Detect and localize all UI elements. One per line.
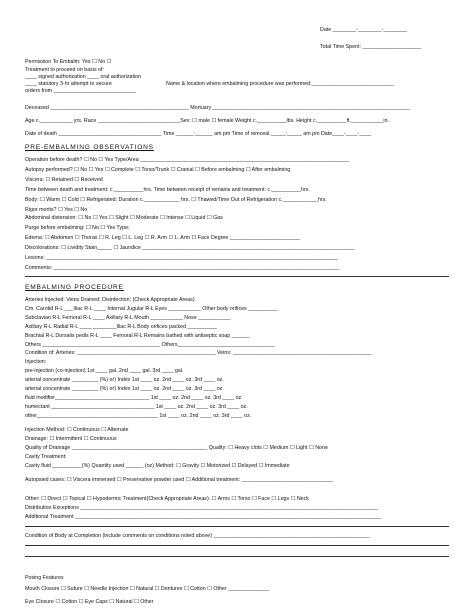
pre-line[interactable]: Abdominal distension: ☐ No ☐ Yes ☐ Slight ☐ Moderate ☐ Intense ☐ Liquid ☐ Gas [25, 215, 223, 221]
pre-line[interactable]: Time between death and treatment: c.__________hrs. Time between receipt of remains and treatment: c.__________hrs. [25, 187, 310, 193]
emb-line[interactable]: humectant ___________________________________ 1st ____ oz. 2nd ____ oz. 3rd ____ oz. [25, 404, 248, 410]
emb-line[interactable]: arterial concentrate _________ (%) or) Index 1st ____ oz. 2nd ____ oz. 3rd ____ oz. [25, 377, 224, 383]
age-row[interactable]: Age c.___________ yrs. Race ____________________________Sex: ☐ male ☐ female Weight c.__________lbs. Height c.__________ft.___________in. [25, 118, 389, 124]
deceased-row[interactable]: Deceased _______________________________________________ Mortuary ___________________________________________________________________ [25, 105, 410, 111]
pre-line[interactable]: Operation before death? ☐ No ☐ Yes Type/Area _______________________________________________________________________ [25, 157, 350, 163]
emb-line: Injection: [25, 359, 47, 365]
emb-line[interactable]: fluid modifier________________________________ 1st ____ oz. 2nd ____ oz. 3rd ____ oz. [25, 395, 243, 401]
emb-line: Arteries Injected: Veins Drained: Disinfection: (Check Appropriate Areas) [25, 297, 195, 303]
total-time-field[interactable]: Total Time Spent: ____________________ [320, 44, 422, 50]
emb-line[interactable]: Condition of: Arteries: _______________________________________________ Veins: _______________________________________________ [25, 350, 372, 356]
divider [25, 276, 449, 277]
emb-line[interactable]: Additional Treatment ________________________________________________________________________________________________________ [25, 514, 382, 520]
pre-line[interactable]: Purge before embalming: ☐ No ☐ Yes Type: [25, 225, 130, 231]
emb-line: Cavity Treatment: [25, 454, 67, 460]
emb-line[interactable]: Others ________________________________________ Others_________________________________ [25, 342, 275, 348]
pre-line[interactable]: Edema: ☐ Abdomen ☐ Thorax ☐ R. Leg ☐ L. Leg ☐ R. Arm ☐ L. Arm ☐ Face Degree ________________________ [25, 235, 301, 241]
embalming-title: EMBALMING PROCEDURE [25, 284, 124, 291]
permission-line[interactable]: Permission To Embalm: Yes ☐ No ☐ [25, 59, 112, 65]
eye-closure-row[interactable]: Eye Closure ☐ Cotton ☐ Eye Caps ☐ Natural ☐ Other [25, 599, 154, 605]
emb-line[interactable]: Subclavian R-L Femoral R-L ____ Axillary R-L Mouth ___________ Nose ___________ [25, 315, 231, 321]
emb-line[interactable]: Drainage: ☐ Intermittent ☐ Continuous [25, 436, 117, 442]
emb-line[interactable]: Cavity fluid __________(%) Quantity used ______ (oz) Method: ☐ Gravity ☐ Motorized ☐ Delayed ☐ Immediate [25, 463, 290, 469]
emb-line[interactable]: Injection Method: ☐ Continuous ☐ Alternate [25, 427, 129, 433]
emb-line[interactable]: Brachial R-L Dorsalis pedis R-L ____ Femoral R-L Remains bathed with antiseptic soap ______ [25, 333, 250, 339]
emb-line[interactable]: Autopsied cases: ☐ Viscera immersed ☐ Preservative powder used ☐ Additional treatment: _______________________________ [25, 477, 334, 483]
divider [25, 545, 449, 546]
treatment-basis-label: Treatment to proceed on basis of: [25, 67, 105, 73]
pre-line[interactable]: Autopsy performed? ☐ No ☐ Yes ☐ Complete ☐ Torso/Trunk ☐ Cranial ☐ Before embalming ☐ After embalming [25, 167, 291, 173]
orders-from-field[interactable]: orders from ____________________________ [25, 88, 137, 94]
death-row[interactable]: Date of death ___________________________________ Time ______:______ am pm Time of removal _____:_____ am pm Date____-____-____ [25, 131, 372, 137]
statutory-option[interactable]: ____ statutory 3-hr attempt to secure [25, 81, 112, 87]
date-field[interactable]: Date ________-________-________ [320, 27, 407, 33]
pre-line[interactable]: Comments: _________________________________________________________________________________________________ [25, 265, 340, 271]
emb-line[interactable]: Axillary R-L Radial R-L ____ ________Iliac R-L Body orifices packed __________ [25, 324, 217, 330]
pre-line[interactable]: Viscera: ☐ Retained ☐ Received [25, 177, 103, 183]
pre-embalming-title: PRE-EMBALMING OBSERVATIONS [25, 144, 154, 151]
mouth-closure-row[interactable]: Mouth Closure ☐ Suture ☐ Needle Injection ☐ Natural ☐ Dentures ☐ Cotton ☐ Other ______________ [25, 586, 270, 592]
emb-line[interactable]: Distribution Exceptions _____________________________________________________________________________________________________ [25, 505, 378, 511]
emb-line[interactable]: other_________________________________________ 1st ____ oz. 2nd ____ oz. 3rd ____ oz. [25, 413, 252, 419]
pre-line[interactable]: Rigor mortis? ☐ Yes ☐ No [25, 207, 88, 213]
emb-line[interactable]: Quality of Drainage ______________________________________________ Quality: ☐ Heavy clots ☐ Medium ☐ Light ☐ None [25, 445, 328, 451]
emb-line[interactable]: arterial concentrate _________ (%) or) Index 1st ____ oz. 2nd ____ oz. 3rd ____ oz. [25, 386, 224, 392]
location-field[interactable]: Name & location where embalming procedure was performed:____________________________ [166, 81, 394, 87]
emb-line[interactable]: Condition of Body at Completion (include comments on conditions noted above) _____________________________________________________ [25, 533, 370, 539]
divider [25, 556, 449, 557]
authorization-options[interactable]: ____ signed authorization ____ oral authorization [25, 74, 142, 80]
emb-line[interactable]: pre-injection (co-injection) 1st ____ gal. 2nd ____ gal. 3rd ____ gal. [25, 368, 184, 374]
divider [25, 526, 449, 527]
emb-line[interactable]: Other: ☐ Direct ☐ Topical ☐ Hypodermic Treatment(Check Appropriate Areas): ☐ Arms ☐ Torso ☐ Face ☐ Legs ☐ Neck [25, 496, 309, 502]
emb-line[interactable]: Cm. Carotid R-L ___Iliac R-L ____ Internal Jugular R-L Eyes ___________ Other body orifices __________ [25, 306, 278, 312]
pre-line[interactable]: Body: ☐ Warm ☐ Cold ☐ Refrigerated: Duration c.____________ hrs. ☐ Thawed/Time Out of Refrigeration c.____________hrs. [25, 197, 327, 203]
pre-line[interactable]: Discolorations: ☐ Lividity Stain_____ ☐ Jaundice ________________________________________________________________________ [25, 245, 355, 251]
pre-line[interactable]: Lesions: ___________________________________________________________________________________________________ [25, 255, 338, 261]
posing-features-label: Posing Features [25, 575, 64, 581]
